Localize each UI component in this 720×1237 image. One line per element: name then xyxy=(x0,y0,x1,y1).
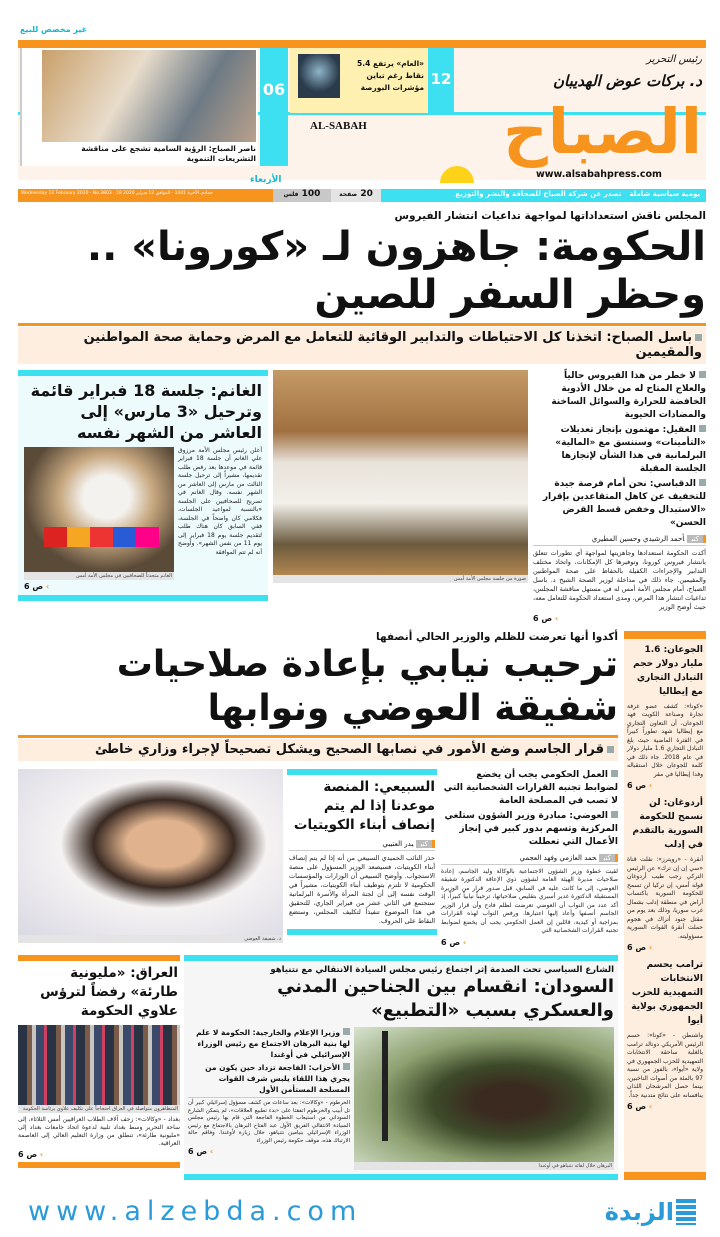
arrow-icon: › xyxy=(39,1149,44,1159)
awadhi-page-ref[interactable] xyxy=(441,938,618,947)
page-ref-text: ص 6 xyxy=(627,1102,647,1112)
bullet-square-icon xyxy=(699,371,706,378)
awadhi-subhead-text: قرار الجاسم وضع الأمور في نصابها الصحيح ويشكل تصحيحاً لإجراء وزاري خاطئ xyxy=(94,742,604,758)
tagline-strip xyxy=(381,189,706,202)
iraq-photo-caption: المتظاهرون متواصلة في العراق احتجاجاً على تكليف علاوي برئاسة الحكومة xyxy=(18,1105,180,1113)
content xyxy=(18,207,706,1237)
awadhi-byline xyxy=(441,852,618,865)
publisher: تصدر عن شركة الصباح للصحافة والنشر والتوزيع xyxy=(455,190,622,198)
byline-tag: كتب xyxy=(687,535,706,543)
awadhi-headline[interactable]: ترحيب نيابي بإعادة صلاحيات شفيقة العوضي ونوابها xyxy=(116,644,618,730)
iraq-box[interactable] xyxy=(18,955,180,1168)
footer-logo-text: الزبدة xyxy=(604,1197,674,1226)
lead-page-ref[interactable] xyxy=(533,614,706,623)
bullet-square-icon xyxy=(611,770,618,777)
byline-authors: حمد العازمي وفهد العجمي xyxy=(519,853,597,862)
sudan-photo-block xyxy=(354,1027,614,1170)
lead-bullet-text: لا خطر من هذا الفيروس حالياً والعلاج المتاح له من خلال الأدوية الخافضة للحرارة والسوائل الساخنة والمضادات الحيوية xyxy=(551,370,706,420)
awadhi-photo xyxy=(18,769,283,935)
page-ref-text: ص 6 xyxy=(627,943,647,953)
byline-authors: أحمد الرشيدي وحسين المطيري xyxy=(591,534,685,543)
website-link[interactable]: www.alsabahpress.com xyxy=(536,169,662,180)
teaser-mid-line: نقاط رغم تباين xyxy=(366,71,424,80)
day-label: الأربعاء xyxy=(250,175,282,185)
bullet-square-icon xyxy=(611,811,618,818)
teaser-mid[interactable] xyxy=(290,48,428,113)
lead-column xyxy=(533,370,706,623)
awadhi-row xyxy=(18,769,618,947)
sudan-bullet xyxy=(188,1062,350,1095)
bullet-square-icon xyxy=(699,425,706,432)
baton xyxy=(382,1031,388,1141)
sidebar-headline: ترامب يحسم الانتخابات التمهيدية للحزب الجمهوري بولاية أيوا xyxy=(631,960,703,1027)
awadhi-subhead-bar xyxy=(18,739,618,761)
ghanim-photo-block xyxy=(24,447,174,580)
ghanim-box[interactable] xyxy=(18,370,268,601)
page-ref-text: ص 6 xyxy=(627,781,647,791)
sidebar-page-ref[interactable] xyxy=(627,943,703,952)
sidebar-story[interactable] xyxy=(627,958,703,1111)
sidebar-body: «كونا»: كشف عضو غرفة تجارة وصناعة الكويت فهد الجوعان، أن التعاون التجاري مع إيطاليا شهد تطوراً كبيراً في الفترة الماضية حيث بلغ التبادل التجاري 1.6 مليار دولار في عام 2018. جاء ذلك في كلمة للجوعان خلال استقباله وفدا إيطاليا في مقر xyxy=(627,702,703,778)
lead-row xyxy=(18,370,706,623)
subaie-headline: السبيعي: المنصة موعدنا إذا لم يتم إنصاف أبناء الكويتيات xyxy=(293,778,435,833)
sudan-box[interactable] xyxy=(184,955,618,1180)
teaser-mid-page-number: 12 xyxy=(430,70,452,88)
ghanim-photo-caption: الغانم متحدثاً للصحافيين في مجلس الأمة أمس xyxy=(24,572,174,580)
arrow-icon: › xyxy=(45,581,50,591)
lead-subhead-bar xyxy=(18,327,706,364)
pages-label: صفحة xyxy=(339,191,358,198)
sudan-bullet-text: وزيرا الإعلام والخارجية: الحكومة لا علم لها بنية البرهان الاجتماع مع رئيس الوزراء الإسرائيلي في أوغندا xyxy=(196,1028,350,1060)
teaser-mid-line: «العام» يرتفع 5.4 xyxy=(357,59,424,68)
awadhi-body: لقيت خطوة وزير الشؤون الاجتماعية بالوكالة وليد الجاسم، إعادة صلاحيات مديرة الهيئة العامة لشؤون ذوي الإعاقة الدكتورة شفيقة العوضي، إلى ما كانت عليه في السابق، قبل صدور قرار من الوزيرة المستقيلة الدكتورة غدير أسيري بتقليص صلاحياتها، ترحيباً نيابياً كبيراً، إذ أكد عدد من النواب أن العوضي تعرضت لظلم فادح وأن قرار الوزير الجاسم أنصفها وأعاد إليها اعتبارها. ورفض النواب لهذه القرارات بمزاجية أو كيدية، قائلين إن العمل الحكومي يجب أن يخضع لضوابط تجنبه القرارات الشخصانية التي xyxy=(441,867,618,935)
editor-label: رئيس التحرير xyxy=(646,54,702,65)
lead-byline xyxy=(533,533,706,546)
teaser-left-caption: ناصر الصباح: الرؤية السامية تشجع على مناقشة التشريعات التنموية xyxy=(81,144,256,163)
sudan-column xyxy=(188,1027,350,1156)
lead-bullet xyxy=(533,424,706,476)
footer-logo xyxy=(605,1198,696,1226)
price-box xyxy=(273,189,331,202)
sudan-photo-caption: البرهان خلال لقائه نتنياهو في أوغندا xyxy=(354,1162,614,1170)
lead-photo xyxy=(273,370,528,575)
sidebar-body: واشنطن - «كونا»: حسم الرئيس الأمريكي دونالد ترامب بالغلبة ساحقة الانتخابات التمهيدية للحزب الجمهوري في ولاية «أيوا»، بالفوز من نسبة 97 بالمئة من أصوات الناخبين، بينما حصل المرشحان اللذان ينافسانه على نتائج متدنية جداً. xyxy=(627,1032,703,1099)
awadhi-bullet xyxy=(441,810,618,849)
awadhi-bullet-text: العمل الحكومي يجب أن يخضع لضوابط تجنبه القرارات الشخصانية التي لا تصب في المصلحة العامة xyxy=(443,769,618,806)
lower-area xyxy=(18,631,706,1180)
lead-photo-block xyxy=(273,370,528,583)
pages-box xyxy=(331,189,381,202)
awadhi-column xyxy=(441,769,618,947)
sudan-bullet xyxy=(188,1027,350,1060)
footer xyxy=(18,1196,706,1237)
date-line: Wednesday 12 February 2020 · No.3803 · 18 جمادى الآخرة 1441 · الموافق 12 فبراير 2020 xyxy=(21,191,213,196)
ghanim-headline: الغانم: جلسة 18 فبراير قائمة وترحيل «3 مارس» إلى العاشر من الشهر نفسه xyxy=(30,380,262,442)
bottom-row xyxy=(18,955,618,1180)
page-ref-text: ص 6 xyxy=(441,937,461,947)
arrow-icon: › xyxy=(209,1147,214,1157)
bullet-square-icon xyxy=(695,334,702,341)
lead-subhead-text: باسل الصباح: اتخذنا كل الاحتياطات والتدابير الوقائية للتعامل مع المرض وحماية صحة المواطنين والمقيمين xyxy=(83,329,702,361)
bullet-square-icon xyxy=(343,1063,350,1070)
awadhi-photo-caption: د. شفيقة العوضي xyxy=(18,935,283,943)
ghanim-body: أعلن رئيس مجلس الأمة مرزوق علي الغانم أن جلسة 18 فبراير قائمة في موعدها بعد رفض طلب تقديمها، مشيراً إلى ترحيل جلسة الثالث من مارس إلى العاشر من الشهر نفسه. وقال الغانم في تصريح للصحافيين على الجلسة «بالنسبة لمواعيد الجلسات، فكلامي كان واضحاً في الجلسة، ففي السابق كان هناك طلب لتقديم جلسة يوم 18 فبراير إلى يوم 11 من نفس الشهر». وأوضح أنه لم تتم الموافقة xyxy=(178,446,262,556)
ghanim-photo xyxy=(24,447,174,572)
awadhi-photo-block xyxy=(18,769,283,943)
lead-bullet-text: العقيل: مهتمون بإنجاز تعديلات «التأمينات» وسننسق مع «المالية» البرلمانية في هذا الشأن لإنجازها الجلسة المقبلة xyxy=(555,424,706,474)
arrow-icon: › xyxy=(462,937,467,947)
bourse-logo-image xyxy=(298,54,340,98)
awadhi-bullet-text: العوضي: مبادرة وزير الشؤون ستلغي المركزية وتسهم بدور كبير في إنجاز الأعمال التي تعطلت xyxy=(444,810,618,847)
editor-name: د. بركات عوض الهديبان xyxy=(553,72,702,90)
sudan-body: الخرطوم - «وكالات»: بعد ساعات من كشف مسؤول إسرائيلي كبير أن تل أبيب والخرطوم اتفقتا على «بدء تطبيع العلاقات»، لم يتمكن الشارع السوداني من استيعاب الخطوة الفاجعة التي قام بها رئيس مجلس السيادة الانتقالي الفريق الأول عبد الفتاح البرهان بالاجتماع مع رئيس الوزراء الإسرائيلي بنيامين نتنياهو، خلال زيارة لأوغندا. وفاقم حالة الارتباك هذه، موقف حكومة رئيس الوزراء xyxy=(188,1097,350,1145)
subaie-byline xyxy=(289,838,435,851)
page-ref-text: ص 6 xyxy=(18,1149,38,1159)
lead-headline[interactable]: الحكومة: جاهزون لـ «كورونا» .. وحظر السفر للصين xyxy=(86,223,706,318)
subaie-body: حذر النائب الحميدي السبيعي من أنه إذا لم يتم إنصاف أبناء الكويتيات، فسيصعد الوزير المسؤول على منصة الاستجواب. وأوضح السبيعي أن الوزارات والمؤسسات الحكومية لا تلتزم بتوظيف أبناء الكويتيات، مشيراً في الوقت نفسه إلى أن لجنة المرأة والأسرة البرلمانية ستجتمع في الثاني عشر من فبراير الجاري، للتحقيق في هذا الموضوع تنفيذاً لتكليف المجلس، وستضع النقاط على الحروف. xyxy=(289,853,435,925)
logo-ar: الصباح xyxy=(503,95,702,168)
tagline: يومية سياسية شاملة xyxy=(629,190,700,198)
ghanim-row xyxy=(24,447,262,580)
lead-rule xyxy=(18,323,706,326)
lower-main xyxy=(18,631,618,1180)
iraq-body: بغداد - «وكالات»: زحف آلاف الطلاب العراقيين أمس الثلاثاء، إلى ساحة التحرير وسط بغداد تلبية لدعوة اتحاد جامعات بغداد إلى «مليونية طارئة»، تنطلق من وزارة التعليم العالي إلى العاصمة العراقية. xyxy=(18,1115,180,1147)
pages-count: 20 xyxy=(360,189,373,199)
lead-bullet xyxy=(533,370,706,422)
byline-author: بدر العتيبي xyxy=(382,839,414,848)
teaser-left-photo xyxy=(42,50,256,142)
logo-en: AL-SABAH xyxy=(310,120,367,132)
teaser-mid-text xyxy=(344,58,424,94)
page-ref-text: ص 6 xyxy=(24,581,44,591)
page-ref-text: ص 6 xyxy=(533,613,553,623)
sudan-row xyxy=(188,1027,614,1170)
awadhi-bullet xyxy=(441,769,618,808)
masthead-top-rule xyxy=(18,40,706,48)
footer-website[interactable]: www.alzebda.com xyxy=(28,1196,363,1228)
date-strip xyxy=(18,189,273,202)
bullet-square-icon xyxy=(699,479,706,486)
byline-tag: كتب xyxy=(416,840,435,848)
sidebar-page-ref[interactable] xyxy=(627,1102,703,1111)
sudan-photo xyxy=(354,1027,614,1162)
sudan-kicker: الشارع السياسي تحت الصدمة إثر اجتماع رئيس مجلس السيادة الانتقالي مع نتنياهو xyxy=(270,964,614,975)
arrow-icon: › xyxy=(648,1102,653,1112)
sidebar-story[interactable] xyxy=(627,796,703,952)
ghanim-page-ref[interactable] xyxy=(24,582,262,591)
sidebar-body: أنقرة - «رويترز»: نقلت قناة «سي إن إن ترك» عن الرئيس التركي رجب طيب أردوغان قوله أمس، إن تركيا لن تسمح للحكومة السورية باكتساب أراض في منطقة إدلب بشمال غرب سوريا، وذلك بعد يوم من مقتل جنود أتراك في هجوم حملت أنقرة القوات السورية مسؤوليته. xyxy=(627,856,703,940)
sudan-headline: السودان: انقسام بين الجناحين المدني والعسكري بسبب «التطبيع» xyxy=(277,976,614,1022)
iraq-page-ref[interactable] xyxy=(18,1150,180,1159)
page-ref-text: ص 6 xyxy=(188,1147,208,1157)
right-sidebar xyxy=(624,631,706,1180)
price-value: 100 xyxy=(301,189,321,199)
awadhi-rule xyxy=(18,735,618,738)
footer-logo-icon xyxy=(676,1199,696,1225)
iraq-headline: العراق: «مليونية طارئة» رفضاً لترؤس علاوي الحكومة xyxy=(40,964,178,1019)
teaser-left[interactable] xyxy=(20,48,258,166)
sidebar-page-ref[interactable] xyxy=(627,781,703,790)
arrow-icon: › xyxy=(554,613,559,623)
sidebar-story[interactable] xyxy=(627,643,703,791)
lead-photo-caption: صورة من جلسة مجلس الأمة أمس xyxy=(273,575,528,583)
not-for-sale-label: غير مخصص للبيع xyxy=(20,25,88,34)
bullet-square-icon xyxy=(607,746,614,753)
sudan-bullet-text: الأحزاب: الفاجعة تزداد حين يكون من يجري هذا اللقاء يلبس شرف القوات المسلحة المستأمن الأول xyxy=(205,1063,350,1095)
iraq-photo xyxy=(18,1025,180,1105)
byline-tag: كتب xyxy=(599,854,618,862)
sidebar-headline: الجوعان: 1.6 مليار دولار حجم التبادل التجاري مع إيطاليا xyxy=(633,644,703,697)
awadhi-kicker: أكدوا أنها تعرضت للظلم والوزير الحالي أنصفها xyxy=(376,630,618,643)
teaser-left-page-band xyxy=(260,48,288,166)
sudan-page-ref[interactable] xyxy=(188,1147,350,1156)
masthead xyxy=(0,0,720,207)
arrow-icon: › xyxy=(648,781,653,791)
teaser-left-page-number: 06 xyxy=(262,80,286,99)
price-label: فلس xyxy=(283,191,299,198)
sidebar-headline: أردوغان: لن نسمح للحكومة السورية بالتقدم في إدلب xyxy=(632,798,703,851)
teaser-mid-line: مؤشرات البورصة xyxy=(360,83,424,92)
bullet-square-icon xyxy=(343,1028,350,1035)
lead-bullet-text: الدقباسي: نحن أمام فرصة جيدة للتخفيف عن كاهل المتقاعدين بإقرار «الاستبدال وخفض قسط القرض الحسن» xyxy=(542,478,706,528)
subaie-box[interactable] xyxy=(287,769,437,935)
arrow-icon: › xyxy=(648,943,653,953)
lead-body: أكدت الحكومة استعدادها وجاهزيتها لمواجهة أي تطورات تتعلق بانتشار فيروس كورونا، وتوفيرها كل الإمكانات، واتخاذ مختلف التدابير والإجراءات الكفيلة بالحفاظ على صحة المواطنين والمقيمين. جاء ذلك في مداخلة لوزير الصحة الشيخ د. باسل الصباح، أمام مجلس الأمة أمس له في مستهل مناقشة المجلس، تداعيات انتشار هذا المرض، ومدى استعداد الحكومة للتعامل معه، حيث أوضح الوزير xyxy=(532,548,706,611)
lead-kicker: المجلس ناقش استعداداتها لمواجهة تداعيات انتشار الفيروس xyxy=(394,210,706,222)
lead-bullet xyxy=(533,478,706,530)
microphones xyxy=(44,527,159,547)
